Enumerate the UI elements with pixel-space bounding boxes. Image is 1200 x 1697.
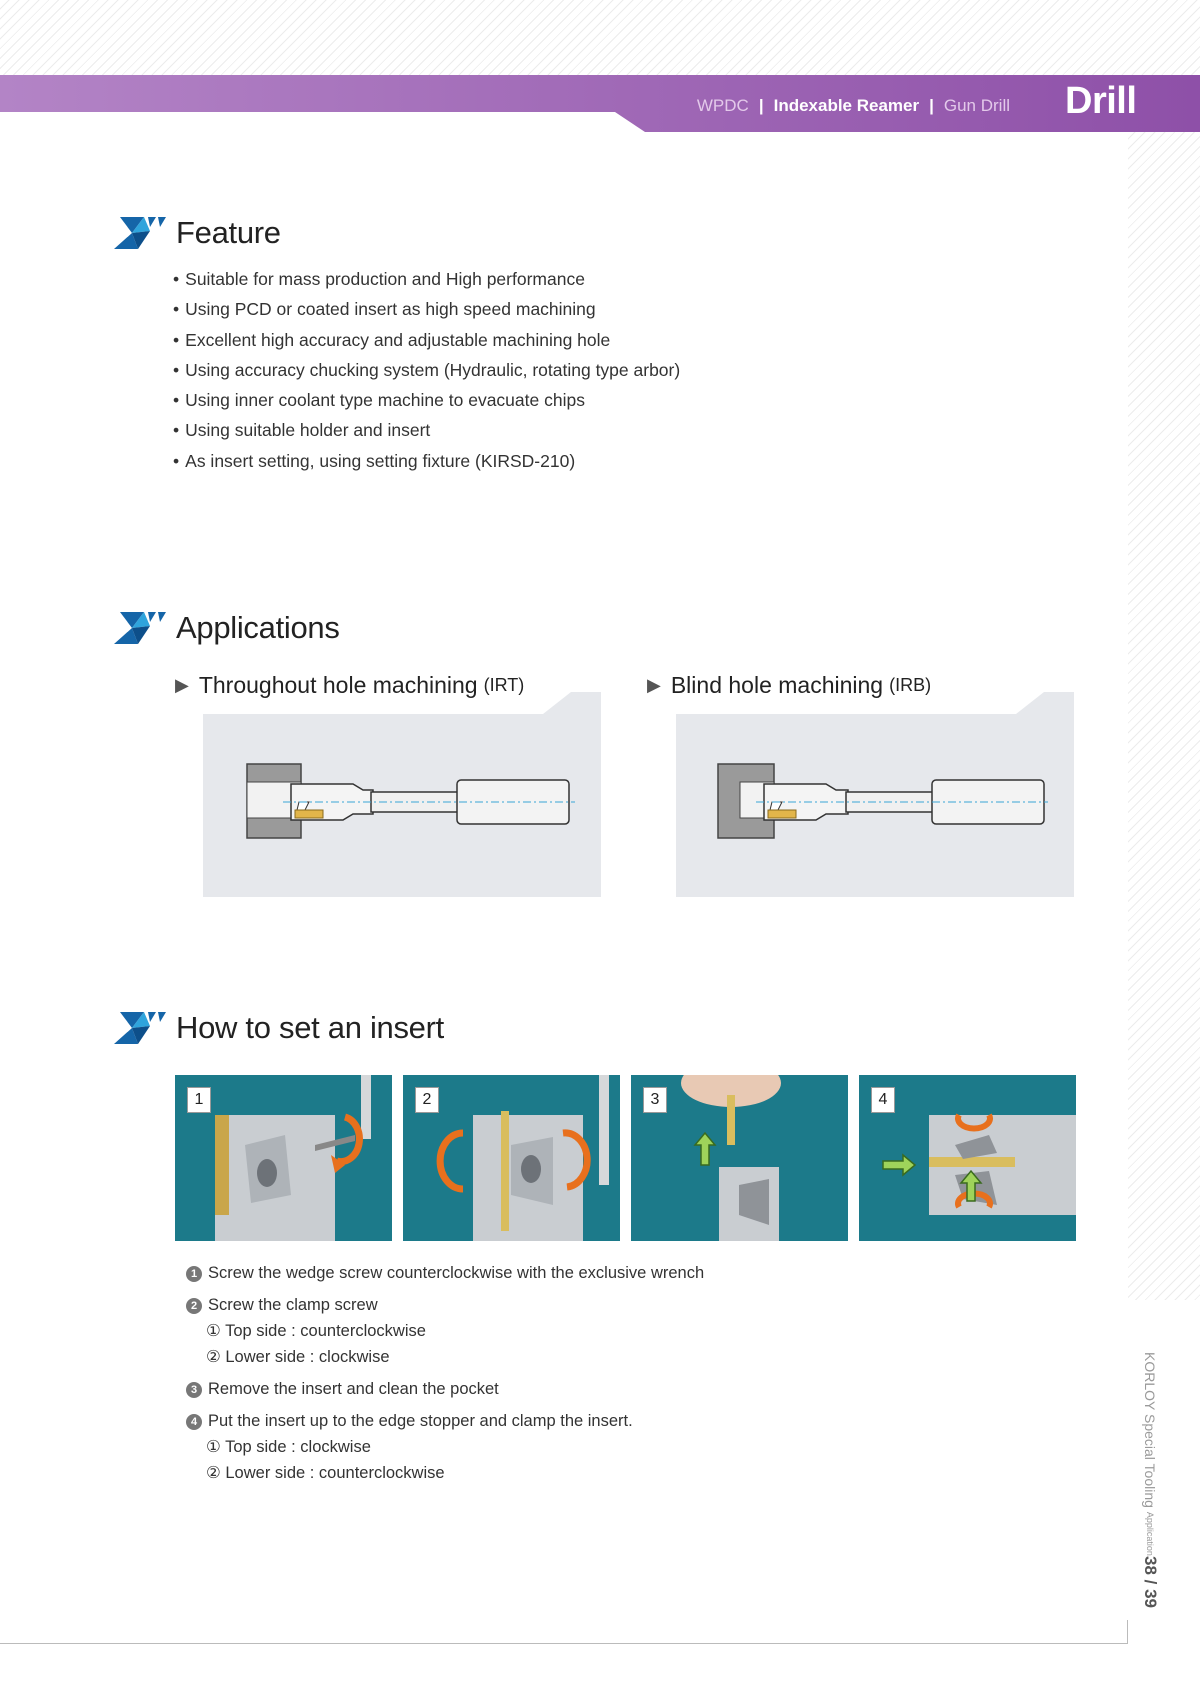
step-marker: 2 [186, 1298, 202, 1314]
nav-item-indexable-reamer[interactable]: Indexable Reamer [773, 96, 920, 115]
blind-hole-diagram [676, 692, 1074, 897]
how-to-heading [112, 1005, 444, 1051]
list-item: • Using accuracy chucking system (Hydraulic, rotating type arbor) [173, 355, 680, 385]
step-number-badge: 2 [415, 1087, 439, 1113]
top-hatch-pattern [0, 0, 1200, 75]
brand-logo-icon [112, 213, 168, 253]
sidebar-brand-text: KORLOY Special Tooling Application [1142, 1352, 1158, 1556]
instruction-step: 2 Screw the clamp screw [186, 1292, 704, 1318]
instruction-substep: ① Top side : clockwise [206, 1438, 371, 1456]
header-bar [0, 75, 1200, 132]
triangle-bullet-icon: ▶ [175, 675, 189, 695]
list-item: • As insert setting, using setting fixture (KIRSD-210) [173, 446, 680, 476]
instruction-substep: ② Lower side : counterclockwise [206, 1464, 445, 1482]
step-photo-4 [859, 1075, 1076, 1241]
feature-heading [112, 210, 281, 256]
step-photo-1 [175, 1075, 392, 1241]
list-item: • Using PCD or coated insert as high speed machining [173, 294, 680, 324]
step-marker: 1 [186, 1266, 202, 1282]
feature-list [173, 264, 680, 476]
step-photo-2 [403, 1075, 620, 1241]
instruction-substep: ① Top side : counterclockwise [206, 1322, 426, 1340]
brand-logo-icon [112, 1008, 168, 1048]
nav-separator: | [758, 96, 764, 115]
step-photo-3 [631, 1075, 848, 1241]
throughout-hole-diagram [203, 692, 601, 897]
feature-title: Feature [176, 215, 281, 250]
step-number-badge: 1 [187, 1087, 211, 1113]
nav-item-wpdc[interactable]: WPDC [696, 96, 749, 115]
step-photo-row [175, 1075, 1076, 1241]
instruction-step: 4 Put the insert up to the edge stopper and clamp the insert. [186, 1408, 704, 1434]
instruction-substep: ② Lower side : clockwise [206, 1348, 390, 1366]
nav-item-gun-drill[interactable]: Gun Drill [943, 96, 1010, 115]
application-label-irt: ▶ Throughout hole machining (IRT) [175, 672, 525, 698]
applications-heading [112, 605, 340, 651]
step-marker: 4 [186, 1414, 202, 1430]
list-item: • Suitable for mass production and High performance [173, 264, 680, 294]
footer-divider [0, 1643, 1128, 1644]
instruction-step: 3 Remove the insert and clean the pocket [186, 1376, 704, 1402]
header-nav [697, 96, 1010, 116]
brand-logo-icon [112, 608, 168, 648]
step-number-badge: 3 [643, 1087, 667, 1113]
list-item: • Using suitable holder and insert [173, 415, 680, 445]
page-number: 38 / 39 [1141, 1556, 1160, 1608]
triangle-bullet-icon: ▶ [647, 675, 661, 695]
footer-divider-vertical [1127, 1620, 1128, 1644]
chapter-title: Drill [1065, 80, 1137, 122]
list-item: • Using inner coolant type machine to evacuate chips [173, 385, 680, 415]
instruction-step: 1 Screw the wedge screw counterclockwise with the exclusive wrench [186, 1260, 704, 1286]
how-to-title: How to set an insert [176, 1010, 444, 1045]
side-hatch-pattern [1128, 130, 1200, 1300]
step-marker: 3 [186, 1382, 202, 1398]
list-item: • Excellent high accuracy and adjustable machining hole [173, 325, 680, 355]
instruction-steps [186, 1260, 704, 1486]
nav-separator: | [929, 96, 934, 115]
step-number-badge: 4 [871, 1087, 895, 1113]
application-label-irb: ▶ Blind hole machining (IRB) [647, 672, 932, 698]
applications-title: Applications [176, 610, 340, 645]
